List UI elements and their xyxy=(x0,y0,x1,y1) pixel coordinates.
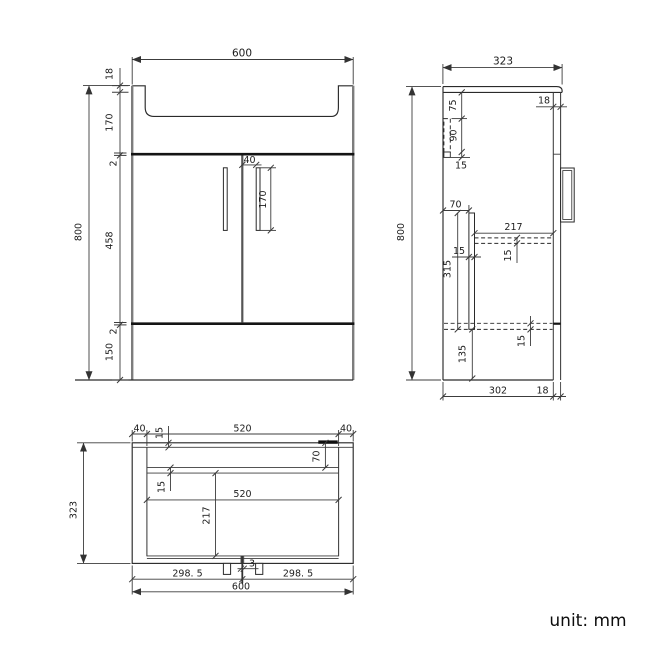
side-height-dimension xyxy=(396,87,441,380)
plan-inner-dimensions xyxy=(144,470,342,559)
dim-label-front-width: 600 xyxy=(231,47,253,60)
dim-label-rail-height: 90 xyxy=(448,129,460,142)
dim-label-handle-length: 170 xyxy=(258,190,269,209)
dim-label-inner-width: 520 xyxy=(233,488,252,500)
dim-label-rail-offset: 75 xyxy=(448,99,459,112)
side-depth-dimension xyxy=(443,56,562,85)
plan-depth-dimension xyxy=(69,443,131,564)
dim-label-half-left: 298. 5 xyxy=(172,568,203,580)
dim-label-shelf-thickness: 15 xyxy=(503,249,514,262)
dim-label-front-height: 800 xyxy=(73,222,85,242)
side-interior-dimensions xyxy=(440,200,556,382)
front-height-dimension xyxy=(74,86,131,380)
dim-label-rail-lip: 15 xyxy=(454,160,468,172)
side-bottom-dimensions xyxy=(440,382,566,401)
unit-note: unit: mm xyxy=(549,611,627,631)
plan-view xyxy=(69,424,357,595)
dim-label-rail-depth: 70 xyxy=(311,450,323,463)
front-left-dimension-stack xyxy=(105,68,129,383)
plan-filled-block xyxy=(318,440,337,443)
dim-label-edge-right: 40 xyxy=(339,423,353,435)
dim-label-rail-thickness: 15 xyxy=(156,480,168,494)
dim-label-plan-depth: 323 xyxy=(68,500,80,520)
wall-rail-lip xyxy=(444,152,450,157)
front-view xyxy=(74,48,355,384)
dim-label-shelf-depth: 217 xyxy=(504,222,523,233)
side-view xyxy=(396,56,574,401)
dim-label-base-door: 18 xyxy=(536,385,549,397)
dim-label-panel-offset: 70 xyxy=(449,199,462,211)
dim-label-door-thickness: 18 xyxy=(537,95,551,107)
dim-label-side-depth: 323 xyxy=(492,55,514,68)
dim-label-side-height: 800 xyxy=(396,222,407,242)
dim-label-back-thickness: 15 xyxy=(154,426,166,440)
dim-label-bottom-thickness: 15 xyxy=(516,334,528,348)
side-rail-dimensions xyxy=(448,89,470,171)
front-width-dimension xyxy=(132,48,353,85)
side-handle-inner xyxy=(563,171,572,220)
plan-handle-left xyxy=(223,563,230,574)
left-door-handle xyxy=(223,168,227,231)
dim-label-panel-height: 315 xyxy=(442,259,454,279)
dim-label-edge-left: 40 xyxy=(133,423,146,435)
dim-label-plinth-height: 150 xyxy=(104,342,116,362)
dim-label-handle-gap: 40 xyxy=(243,154,256,166)
dim-label-gap-top: 2 xyxy=(108,160,120,167)
countertop-profile xyxy=(443,87,562,93)
internal-panel xyxy=(469,213,475,329)
dim-label-plan-width: 600 xyxy=(231,581,251,593)
dim-label-gap-bottom: 2 xyxy=(108,328,120,335)
basin-profile xyxy=(132,86,353,117)
dim-label-half-right: 298. 5 xyxy=(282,568,314,580)
dim-label-inner-depth: 217 xyxy=(201,506,213,525)
dim-label-top-thickness: 18 xyxy=(104,67,116,81)
dim-label-plinth-height-side: 135 xyxy=(457,344,469,364)
dim-label-panel-thickness: 15 xyxy=(452,245,466,257)
dim-label-door-gap: 3 xyxy=(248,558,256,570)
dim-label-basin-height: 170 xyxy=(104,113,116,132)
dim-label-door-height: 458 xyxy=(104,231,116,250)
dim-label-top-span: 520 xyxy=(233,423,252,435)
side-door-thickness-dimension xyxy=(536,96,567,110)
dim-label-base-depth: 302 xyxy=(488,385,508,397)
